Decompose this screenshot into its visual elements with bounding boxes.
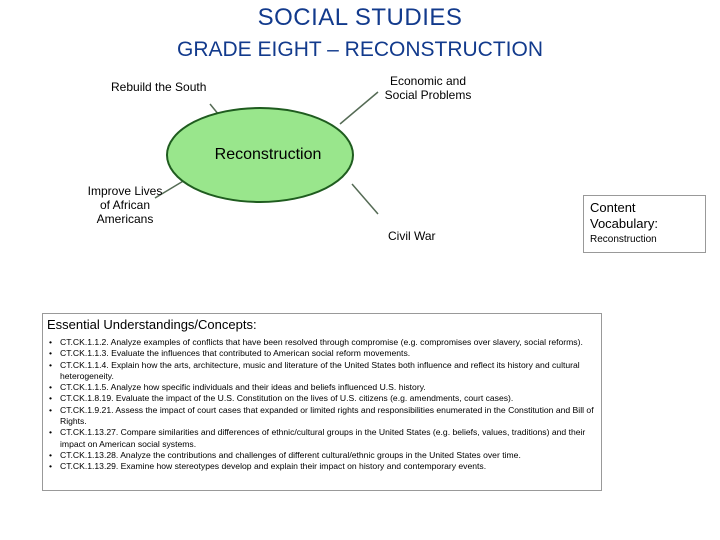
essential-understandings-box [42, 313, 602, 491]
list-item: • CT.CK.1.1.3. Evaluate the influences that contributed to American social reform movements. [47, 348, 597, 359]
list-item: • CT.CK.1.8.19. Evaluate the impact of the U.S. Constitution on the lives of U.S. citizens (e.g. amendments, court cases). [47, 393, 597, 404]
list-item: • CT.CK.1.1.2. Analyze examples of conflicts that have been resolved through compromise (e.g. compromises over slavery, social reforms). [47, 337, 597, 348]
list-item: • CT.CK.1.13.27. Compare similarities and differences of ethnic/cultural groups in the United States (e.g. beliefs, values, traditions) and their impact on American social systems. [47, 427, 597, 450]
list-item: • CT.CK.1.1.5. Analyze how specific individuals and their ideas and beliefs influenced U.S. history. [47, 382, 597, 393]
vocabulary-title: Content Vocabulary: [590, 200, 658, 231]
essential-understandings-title: Essential Understandings/Concepts: [47, 317, 257, 332]
node-economic-social-problems: Economic and Social Problems [384, 74, 472, 102]
list-item: • CT.CK.1.13.29. Examine how stereotypes develop and explain their impact on history and contemporary events. [47, 461, 597, 472]
spoke-civil-war [352, 184, 378, 214]
page-subtitle: GRADE EIGHT – RECONSTRUCTION [177, 38, 543, 61]
node-improve-lives: Improve Lives of African Americans [87, 184, 163, 226]
vocabulary-word: Reconstruction [590, 234, 657, 245]
center-concept: Reconstruction [214, 146, 322, 163]
node-civil-war: Civil War [388, 229, 436, 243]
list-item: • CT.CK.1.9.21. Assess the impact of court cases that expanded or limited rights and responsibilities enumerated in the Constitution and Bill of Rights. [47, 405, 597, 428]
spoke-economic [340, 92, 378, 124]
page-title: SOCIAL STUDIES [257, 4, 463, 31]
list-item: • CT.CK.1.13.28. Analyze the contributions and challenges of different cultural/ethnic groups in the United States over time. [47, 450, 597, 461]
node-rebuild-the-south: Rebuild the South [111, 80, 207, 94]
standards-list [47, 337, 597, 473]
vocabulary-box [583, 195, 706, 253]
list-item: • CT.CK.1.1.4. Explain how the arts, architecture, music and literature of the United States both influence and reflect its history and cultural heterogeneity. [47, 360, 597, 383]
